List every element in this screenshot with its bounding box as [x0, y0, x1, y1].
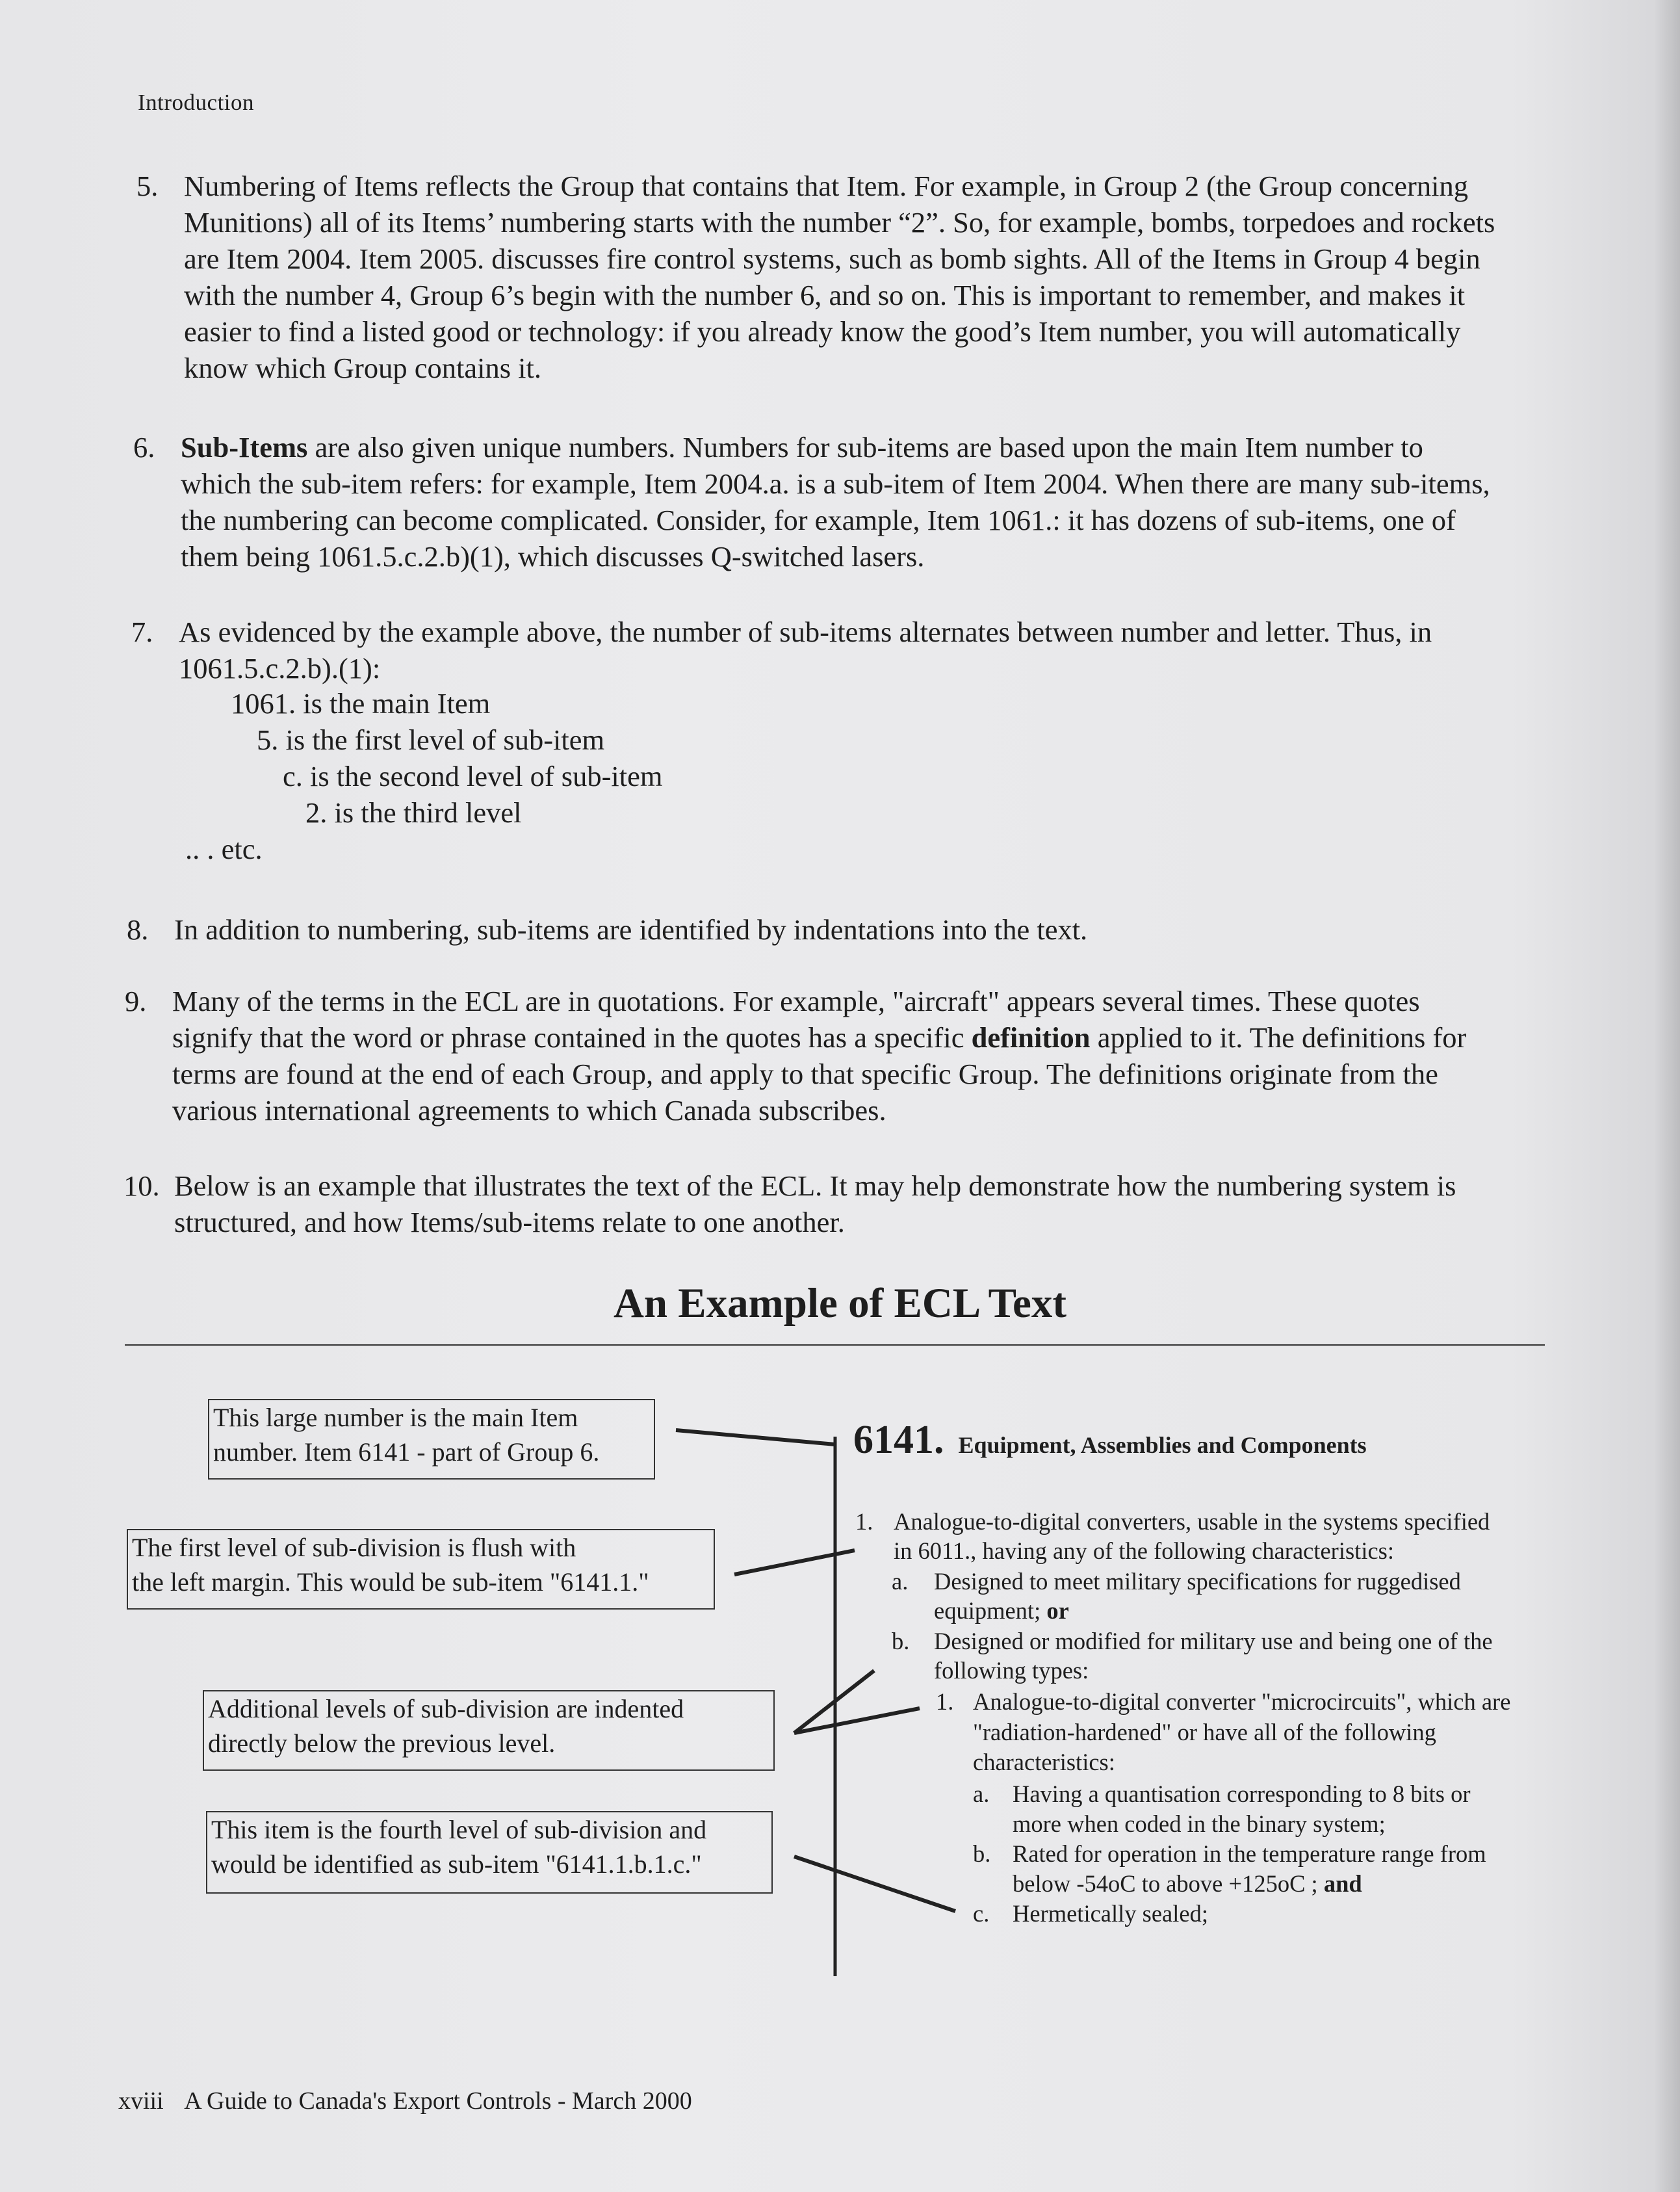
- ecl-bold: or: [1046, 1597, 1069, 1624]
- text-line: signify that the word or phrase contained in the quotes has a specific: [172, 1021, 972, 1054]
- example-title: An Example of ECL Text: [613, 1280, 1067, 1327]
- text-line: various international agreements to which Canada subscribes.: [172, 1094, 886, 1127]
- ecl-line: Analogue-to-digital converters, usable in the systems specified: [894, 1508, 1490, 1535]
- paragraph-number: 7.: [131, 616, 153, 648]
- bold-term: Sub-Items: [181, 431, 308, 463]
- page-footer: [118, 2087, 692, 2115]
- ecl-line: in 6011., having any of the following characteristics:: [894, 1537, 1395, 1564]
- ecl-marker: a.: [892, 1568, 909, 1595]
- ecl-line: [934, 1596, 1069, 1625]
- ecl-marker: b.: [973, 1840, 991, 1867]
- callout-line: The first level of sub-division is flush with: [132, 1533, 576, 1562]
- text-line: them being 1061.5.c.2.b)(1), which discusses Q-switched lasers.: [181, 540, 925, 573]
- section-header: Introduction: [138, 90, 255, 115]
- page-number: xviii: [118, 2087, 164, 2115]
- text-line: In addition to numbering, sub-items are identified by indentations into the text.: [174, 913, 1088, 946]
- ecl-line: more when coded in the binary system;: [1013, 1810, 1386, 1837]
- ecl-bold: and: [1323, 1870, 1362, 1897]
- callout-line: This large number is the main Item: [213, 1403, 578, 1432]
- ecl-line: Rated for operation in the temperature range from: [1013, 1840, 1486, 1867]
- text-line: structured, and how Items/sub-items relate to one another.: [174, 1206, 845, 1238]
- ecl-line: Analogue-to-digital converter "microcircuits", which are: [973, 1688, 1511, 1715]
- callout-line: directly below the previous level.: [208, 1729, 556, 1758]
- text-line: Numbering of Items reflects the Group that contains that Item. For example, in Group 2 (the Group concerning: [184, 170, 1468, 202]
- ecl-line: following types:: [934, 1657, 1089, 1684]
- text-line: know which Group contains it.: [184, 352, 541, 384]
- ecl-marker: c.: [973, 1900, 990, 1927]
- ecl-marker: 1.: [855, 1508, 873, 1535]
- callout-line: This item is the fourth level of sub-division and: [211, 1815, 707, 1844]
- ecl-line: Designed or modified for military use and being one of the: [934, 1628, 1493, 1654]
- ecl-marker: b.: [892, 1628, 910, 1654]
- paragraph-number: 9.: [125, 985, 147, 1017]
- ecl-text: below -54oC to above +125oC ;: [1013, 1870, 1324, 1897]
- text-line: Many of the terms in the ECL are in quotations. For example, "aircraft" appears several times. These quotes: [172, 985, 1420, 1017]
- level-etc: .. . etc.: [185, 833, 263, 865]
- ecl-marker: a.: [973, 1781, 990, 1807]
- text-line: with the number 4, Group 6’s begin with the number 6, and so on. This is important to remember, and makes it: [184, 279, 1466, 311]
- text-line: terms are found at the end of each Group, and apply to that specific Group. The definitions originate from the: [172, 1058, 1438, 1090]
- paragraph-number: 6.: [133, 431, 155, 463]
- text-line: which the sub-item refers: for example, Item 2004.a. is a sub-item of Item 2004. When there are many sub-items,: [181, 467, 1490, 500]
- level-second: c. is the second level of sub-item: [283, 760, 663, 792]
- text-line: are Item 2004. Item 2005. discusses fire control systems, such as bomb sights. All of the Items in Group 4 begin: [184, 242, 1480, 275]
- ecl-item-heading: Equipment, Assemblies and Components: [958, 1432, 1367, 1458]
- bold-term: definition: [971, 1021, 1091, 1054]
- footer-title: A Guide to Canada's Export Controls - March 2000: [184, 2087, 692, 2115]
- callout-line: the left margin. This would be sub-item "6141.1.": [132, 1567, 649, 1597]
- ecl-line: characteristics:: [973, 1749, 1115, 1775]
- ecl-line: Having a quantisation corresponding to 8 bits or: [1013, 1781, 1471, 1807]
- paragraph-number: 10.: [123, 1169, 160, 1202]
- paragraph-number: 5.: [136, 170, 159, 202]
- ecl-item-header: [853, 1417, 1367, 1463]
- ecl-line: Hermetically sealed;: [1013, 1900, 1208, 1927]
- text-line: Below is an example that illustrates the text of the ECL. It may help demonstrate how the numbering system is: [174, 1169, 1456, 1202]
- text-line: easier to find a listed good or technology: if you already know the good’s Item number, you will automatically: [184, 315, 1461, 348]
- level-first: 5. is the first level of sub-item: [257, 724, 605, 756]
- ecl-line: Designed to meet military specifications for ruggedised: [934, 1568, 1461, 1595]
- callout-line: number. Item 6141 - part of Group 6.: [213, 1437, 600, 1467]
- pointer-line-main-item: [676, 1430, 835, 1444]
- callout-line: would be identified as sub-item "6141.1.b.1.c.": [211, 1849, 702, 1879]
- text-line: are also given unique numbers. Numbers for sub-items are based upon the main Item number to: [307, 431, 1423, 463]
- text-line: 1061.5.c.2.b).(1):: [179, 652, 381, 685]
- pointer-line-fourth-level: [794, 1857, 955, 1911]
- paragraph-number: 8.: [127, 913, 149, 946]
- ecl-line: "radiation-hardened" or have all of the following: [973, 1719, 1436, 1745]
- text-line: the numbering can become complicated. Consider, for example, Item 1061.: it has dozens of sub-items, one of: [181, 504, 1456, 536]
- callout-line: Additional levels of sub-division are indented: [208, 1694, 684, 1723]
- level-third: 2. is the third level: [305, 796, 522, 829]
- ecl-line: [855, 1507, 873, 1536]
- ecl-text: equipment;: [934, 1597, 1047, 1624]
- ecl-line: [1013, 1869, 1362, 1898]
- ecl-item-number: 6141.: [853, 1418, 944, 1462]
- text-line: As evidenced by the example above, the number of sub-items alternates between number and letter. Thus, in: [179, 616, 1432, 648]
- text-line: Munitions) all of its Items’ numbering starts with the number “2”. So, for example, bombs, torpedoes and rockets: [184, 206, 1495, 239]
- text-line: applied to it. The definitions for: [1090, 1021, 1467, 1054]
- level-main-item: 1061. is the main Item: [231, 687, 491, 720]
- ecl-marker: 1.: [936, 1688, 954, 1715]
